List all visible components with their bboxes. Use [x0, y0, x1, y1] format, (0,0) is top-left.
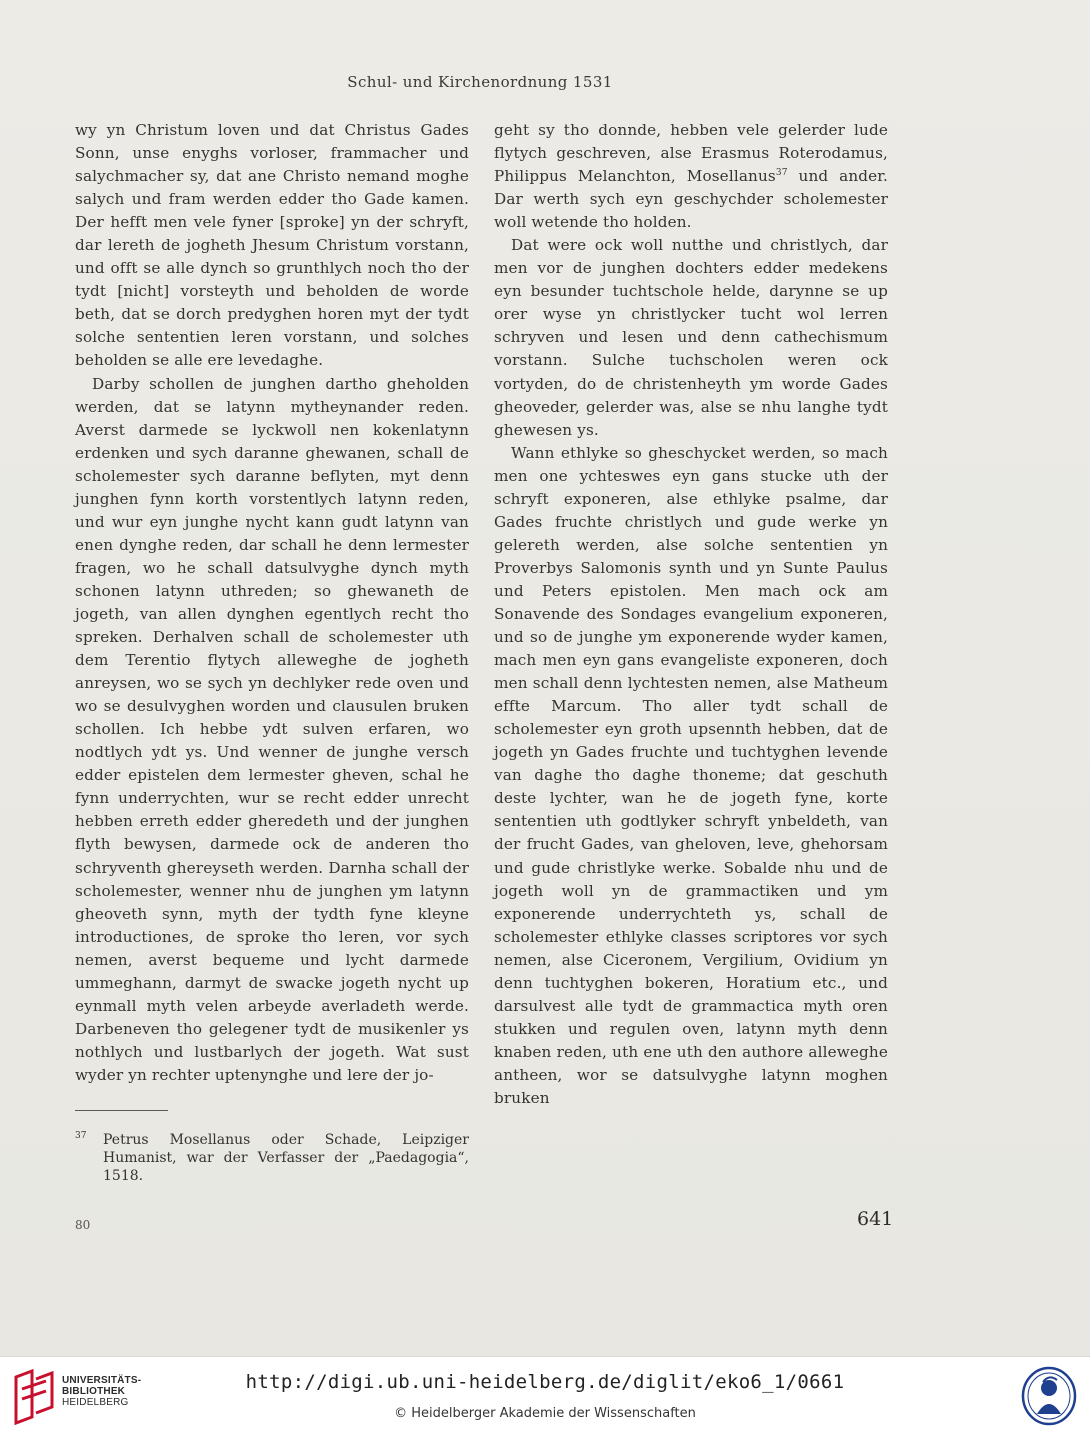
library-name-line-1: UNIVERSITÄTS-: [62, 1375, 142, 1386]
right-paragraph-2: Dat were ock woll nutthe und christlych, dar men vor de junghen dochters edder medekens eyn besunder tuchtschole helde, darynne se up orer wyse yn christlycker tucht wol lerren schryven und lesen und denn cathechismum vorstann. Sulche tuchscholen weren ock vortyden, do de christenheyth ym worde Gades gheoveder, gelerder was, alse se nhu langhe tydt ghewesen ys.: [494, 236, 888, 439]
signature-mark: 80: [75, 1218, 91, 1232]
footer-bar: [0, 1356, 1090, 1435]
library-name-line-3: HEIDELBERG: [62, 1397, 129, 1408]
footnote-reference: 37: [775, 168, 788, 179]
right-column: [494, 119, 888, 1110]
left-paragraph-2: Darby schollen de junghen dartho gheholden werden, dat se latynn mytheynander reden. Averst darmede se lyckwoll nen kokenlatynn erdenken und sych daranne ghewanen, schall de scholemester sych daranne beflyten, myt denn junghen fynn korth vorstentlych latynn reden, und wur eyn junghe nycht kann gudt latynn van enen dynghe reden, dar schall he denn lermester fragen, wo he schall datsulvyghe dynch myth schonen latynn uthreden; so ghewaneth de jogeth, van allen dynghen egentlych recht tho spreken. Derhalven schall de scholemester uth dem Terentio flytych alleweghe de jogheth anreysen, wo se sych yn dechlyker rede oven und wo se desulvyghen worden und clausulen bruken schollen. Ich hebbe ydt sulven erfaren, wo nodtlych ydt ys. Und wenner de junghe versch edder epistelen dem lermester gheven, schal he fynn underrychten, wur se recht edder unrecht hebben erreth edder gheredeth und der junghen flyth bewysen, darmede ock de anderen tho schryventh ghereyseth werden. Darnha schall der scholemester, wenner nhu de junghen ym latynn gheoveth synn, myth der tydth fyne kleyne introductiones, de sproke tho leren, vor sych nemen, averst bequeme und lycht darmede ummeghann, darmyt de swacke jogeth nycht up eynmall myth velen arbeyde averladeth werde. Darbeneven tho gelegener tydt de musikenler ys nothlych und lustbarlych der jogeth. Wat sust wyder yn rechter uptenynghe und lere der jo-: [75, 374, 469, 1084]
left-column: [75, 119, 469, 1087]
page-number: 641: [857, 1208, 894, 1230]
library-name-line-2: BIBLIOTHEK: [62, 1386, 126, 1397]
permalink-url[interactable]: http://digi.ub.uni-heidelberg.de/diglit/eko6_1/0661: [245, 1371, 845, 1393]
copyright-notice: © Heidelberger Akademie der Wissenschaften: [394, 1406, 696, 1421]
right-paragraph-1-text-a: geht sy tho donnde, hebben vele gelerder lude flytych geschreven, alse Erasmus Roterodamus, Philippus Melanchton, Mosellanus: [494, 121, 888, 186]
footnote-body: $^{37}$ Petrus Mosellanus oder Schade, Leipziger Humanist, war der Verfasser der „Paedagogia“, 1518.: [75, 1131, 469, 1184]
right-paragraph-1: [494, 119, 888, 234]
right-paragraph-3: Wann ethlyke so gheschycket werden, so mach men one ychteswes eyn gans stucke uth der schryft exponeren, alse ethlyke psalme, dar Gades fruchte christlych und gude werke yn gelereth werden, alse solche sententien yn Proverbys Salomonis synth und yn Sunte Paulus und Peters epistolen. Men mach ock am Sonavende des Sondages evangelium exponeren, und so de junghe ym exponerende wyder kamen, mach men eyn gans evangeliste exponeren, doch men schall denn lychtesten nemen, alse Matheum effte Marcum. Tho aller tydt schall de scholemester eyn groth upsennth hebben, dat de jogeth yn Gades fruchte und tuchtyghen levende van daghe tho daghe thoneme; dat geschuth deste lychter, wan he de jogeth fyne, korte sententien uth godtlyker schryft ynbeldeth, van der frucht Gades, van gheloven, leve, ghehorsam und gude christlyke werke. Sobalde nhu und de jogeth woll yn de grammactiken und ym exponerende underrychteth ys, schall de scholemester ethlyke classes scriptores vor sych nemen, alse Ciceronem, Vergilium, Ovidium yn denn tuchtyghen bokeren, Horatium etc., und darsulvest alle tydt de grammactica myth oren stukken und regulen oven, latynn myth denn knaben reden, uth ene uth den authore alleweghe antheen, wor se datsulvyghe latynn moghen bruken: [494, 443, 888, 1107]
footnote-divider: [75, 1110, 168, 1111]
footnote-text: Petrus Mosellanus oder Schade, Leipziger Humanist, war der Verfasser der „Paedagogia“, 1518.: [103, 1132, 469, 1184]
right-paragraph-1-text-b: und ander. Dar werth sych eyn geschychder scholemester woll wetende tho holden.: [494, 167, 888, 232]
footnote: [75, 1131, 469, 1185]
left-paragraph-1: wy yn Christum loven und dat Christus Gades Sonn, unse enyghs vorloser, frammacher und salychmacher sy, dat ane Christo nemand moghe salych und fram werden edder tho Gade kamen. Der hefft men vele fyner [sproke] yn der schryft, dar lereth de jogheth Jhesum Christum vorstann, und offt se alle dynch so grunthlych noch tho der tydt [nicht] vorsteyth und beholden de worde beth, dat se dorch predyghen horen myt der tydt solche sententien leren vorstann, und solches beholden se alle ere levedaghe.: [75, 121, 469, 370]
running-head: Schul- und Kirchenordnung 1531: [347, 73, 613, 91]
academy-seal-icon[interactable]: [1021, 1366, 1077, 1426]
